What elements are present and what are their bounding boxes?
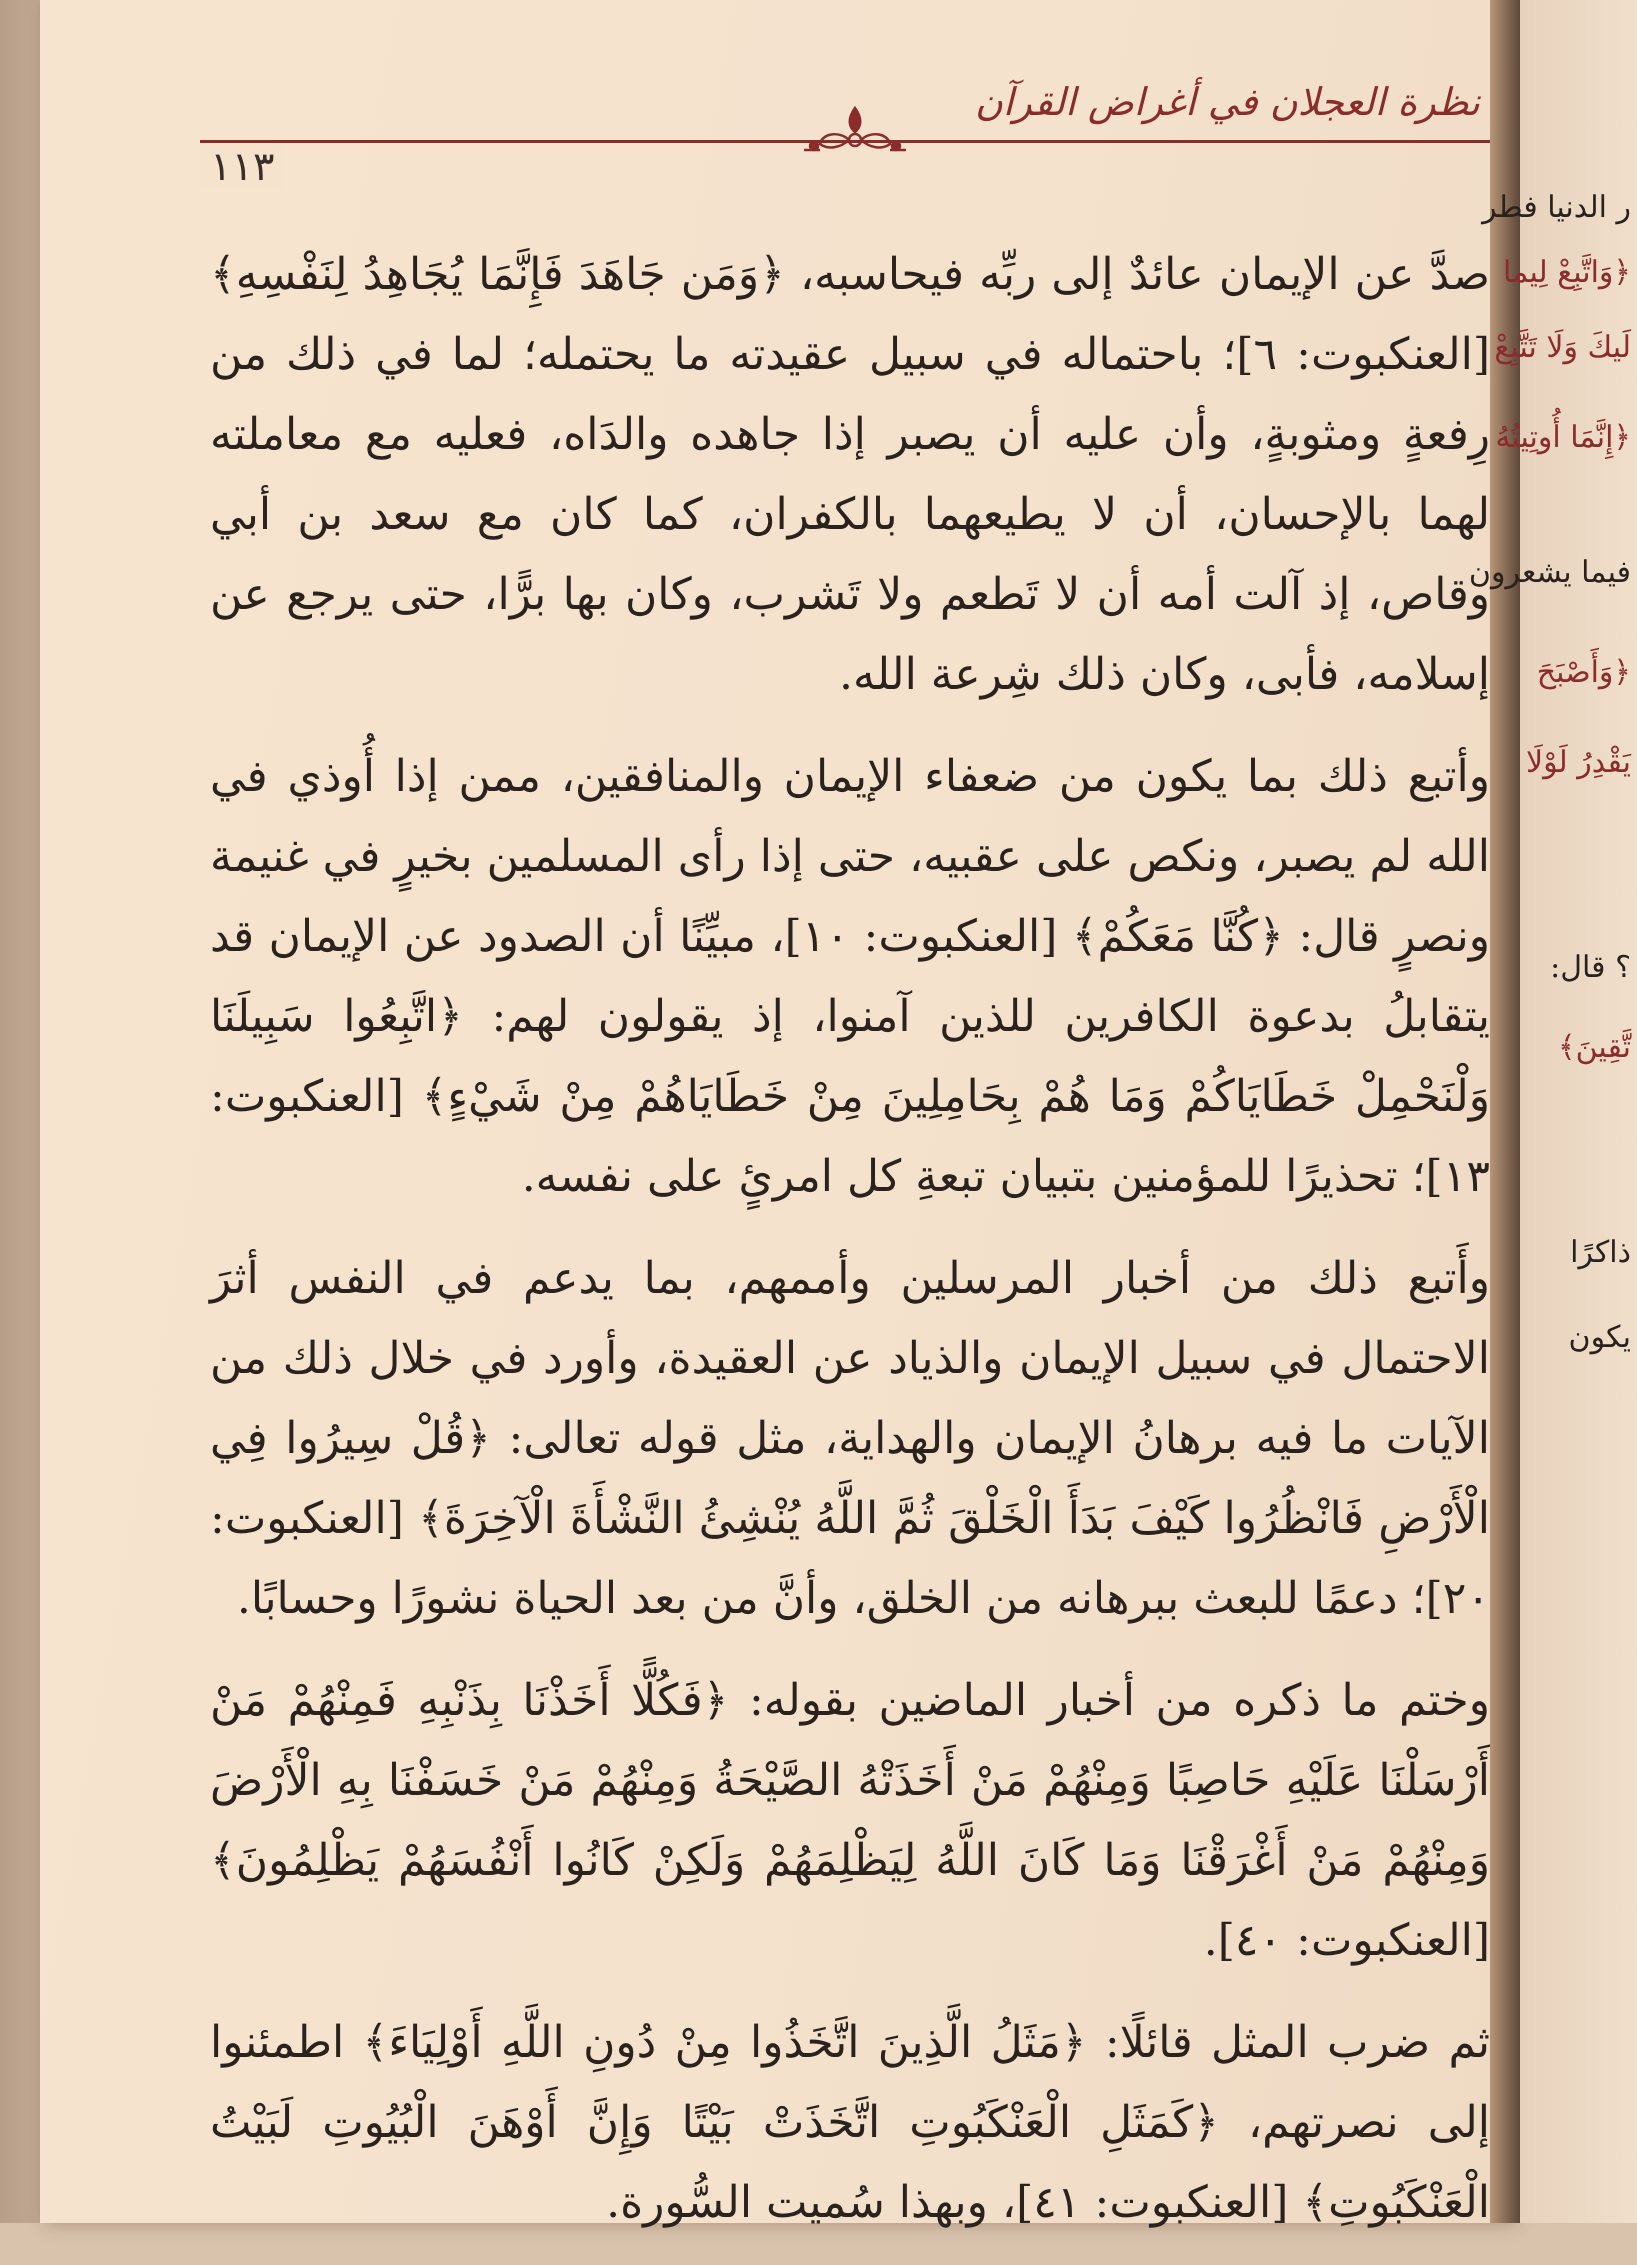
adjacent-fragment: ذاكرًا: [1570, 1235, 1631, 1270]
paragraph: ثم ضرب المثل قائلًا: ﴿مَثَلُ الَّذِينَ اتَّخَذُوا مِنْ دُونِ اللَّهِ أَوْلِيَاءَ﴾ اطمئنوا إلى نصرتهم، ﴿كَمَثَلِ الْعَنْكَبُوتِ اتَّخَذَتْ بَيْتًا وَإِنَّ أَوْهَنَ الْبُيُوتِ لَبَيْتُ الْعَنْكَبُوتِ﴾ [العنكبوت: ٤١]، وبهذا سُميت السُّورة.: [210, 2017, 1490, 2228]
adjacent-fragment: ﴿إِنَّمَا أُوتِيتُهُ: [1495, 420, 1631, 455]
adjacent-fragment: يَقْدِرُ لَوْلَا: [1525, 745, 1631, 780]
book-page: [40, 0, 1510, 2228]
paragraph: وختم ما ذكره من أخبار الماضين بقوله: ﴿فَكُلًّا أَخَذْنَا بِذَنْبِهِ فَمِنْهُمْ مَنْ أَرْسَلْنَا عَلَيْهِ حَاصِبًا وَمِنْهُمْ مَنْ أَخَذَتْهُ الصَّيْحَةُ وَمِنْهُمْ مَنْ خَسَفْنَا بِهِ الْأَرْضَ وَمِنْهُمْ مَنْ أَغْرَقْنَا وَمَا كَانَ اللَّهُ لِيَظْلِمَهُمْ وَلَكِنْ كَانُوا أَنْفُسَهُمْ يَظْلِمُونَ﴾ [العنكبوت: ٤٠].: [210, 1675, 1490, 1966]
page-number: ١١٣: [200, 144, 284, 190]
adjacent-fragment: ر الدنيا فطر: [1482, 190, 1631, 225]
paragraph: وأَتبع ذلك من أخبار المرسلين وأممهم، بما يدعم في النفس أثرَ الاحتمال في سبيل الإيمان والذياد عن العقيدة، وأورد في خلال ذلك من الآيات ما فيه برهانُ الإيمان والهداية، مثل قوله تعالى: ﴿قُلْ سِيرُوا فِي الْأَرْضِ فَانْظُرُوا كَيْفَ بَدَأَ الْخَلْقَ ثُمَّ اللَّهُ يُنْشِئُ النَّشْأَةَ الْآخِرَةَ﴾ [العنكبوت: ٢٠]؛ دعمًا للبعث ببرهانه من الخلق، وأنَّ من بعد الحياة نشورًا وحسابًا.: [210, 1253, 1491, 1624]
adjacent-fragment: ﴿وَأَصْبَحَ: [1536, 655, 1631, 690]
adjacent-fragment: ﴿وَاتَّبِعْ لِيما: [1503, 255, 1631, 290]
adjacent-fragment: تَّقِينَ﴾: [1558, 1030, 1631, 1065]
main-text: [210, 235, 1490, 2265]
floral-ornament-icon: [800, 100, 910, 160]
adjacent-fragment: لَيكَ وَلَا تَتَّبِعْ: [1494, 330, 1631, 365]
adjacent-page: [1468, 0, 1637, 2223]
adjacent-fragment: فيما يشعرون: [1468, 555, 1631, 590]
adjacent-fragment: ؟ قال:: [1550, 950, 1631, 985]
header-title: نظرة العجلان في أغراض القرآن: [974, 80, 1480, 124]
paragraph: صدَّ عن الإيمان عائدٌ إلى ربِّه فيحاسبه، ﴿وَمَن جَاهَدَ فَإِنَّمَا يُجَاهِدُ لِنَفْسِهِ﴾ [العنكبوت: ٦]؛ باحتماله في سبيل عقيدته ما يحتمله؛ لما في ذلك من رِفعةٍ ومثوبةٍ، وأن عليه أن يصبر إذا جاهده والدَاه، فعليه مع معاملته لهما بالإحسان، أن لا يطيعهما بالكفران، كما كان مع سعد بن أبي وقاص، إذ آلت أمه أن لا تَطعم ولا تَشرب، وكان بها برًّا، حتى يرجع عن إسلامه، فأبى، وكان ذلك شِرعة الله.: [210, 249, 1490, 700]
running-header: [200, 60, 1490, 190]
adjacent-fragment: يكون: [1568, 1320, 1631, 1355]
paragraph: وأتبع ذلك بما يكون من ضعفاء الإيمان والمنافقين، ممن إذا أُوذي في الله لم يصبر، ونكص على عقبيه، حتى إذا رأى المسلمين بخيرٍ في غنيمة ونصرٍ قال: ﴿كُنَّا مَعَكُمْ﴾ [العنكبوت: ١٠]، مبيِّنًا أن الصدود عن الإيمان قد يتقابلُ بدعوة الكافرين للذين آمنوا، إذ يقولون لهم: ﴿اتَّبِعُوا سَبِيلَنَا وَلْنَحْمِلْ خَطَايَاكُمْ وَمَا هُمْ بِحَامِلِينَ مِنْ خَطَايَاهُمْ مِنْ شَيْءٍ﴾ [العنكبوت: ١٣]؛ تحذيرًا للمؤمنين بتبيان تبعةِ كل امرئٍ على نفسه.: [210, 751, 1491, 1202]
